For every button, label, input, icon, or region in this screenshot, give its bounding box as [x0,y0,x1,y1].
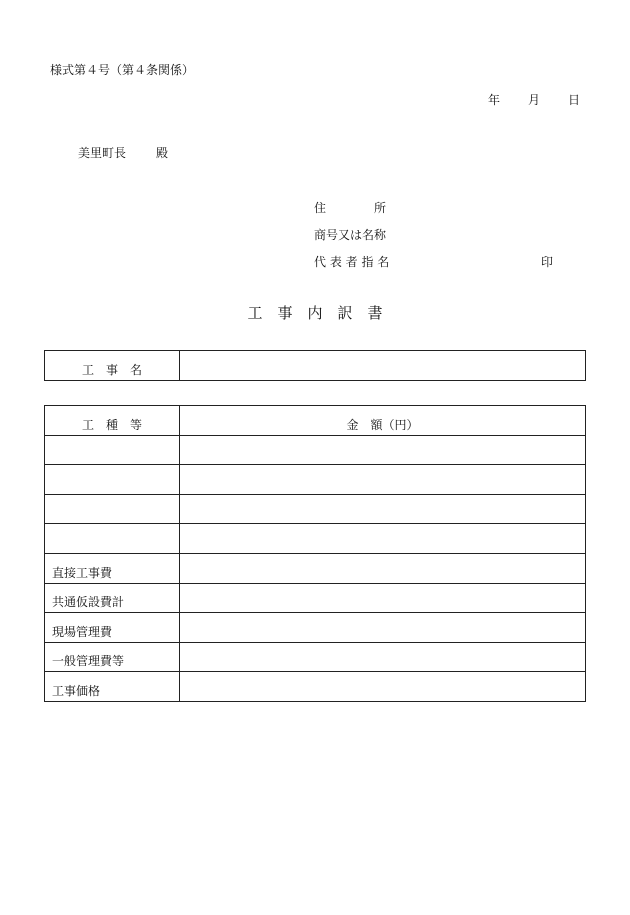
table-row [45,613,586,643]
row-label[interactable] [45,465,180,495]
table-row [45,672,586,702]
row-amount[interactable] [180,524,586,554]
table-row [45,583,586,613]
row-label[interactable] [45,524,180,554]
row-label: 現場管理費 [45,613,180,643]
addressee-name: 美里町長 [78,146,127,160]
row-amount[interactable] [180,553,586,583]
table-row [45,524,586,554]
row-label: 共通仮設費計 [45,583,180,613]
row-amount[interactable] [180,494,586,524]
applicant-address-label: 住 所 [314,201,387,215]
row-label[interactable] [45,494,180,524]
document-title: 工 事 内 訳 書 [247,304,383,322]
project-name-table [44,350,586,381]
applicant-business-name-row [314,226,394,243]
project-name-field[interactable] [180,351,586,381]
table-row [45,642,586,672]
table-row [45,435,586,465]
table-row [45,494,586,524]
table-row [45,465,586,495]
row-label: 直接工事費 [45,553,180,583]
row-label[interactable] [45,435,180,465]
applicant-business-name-label: 商号又は名称 [314,228,387,242]
addressee [78,144,168,161]
row-label: 一般管理費等 [45,642,180,672]
breakdown-header-row [45,406,586,436]
row-amount[interactable] [180,465,586,495]
project-name-label: 工 事 名 [45,351,180,381]
table-row [45,553,586,583]
applicant-representative-label: 代 表 者 指 名 [314,255,390,269]
date-day: 日 [568,93,581,107]
seal-mark: 印 [541,255,554,269]
date-row [488,91,580,108]
form-number: 様式第４号（第４条関係） [50,63,195,77]
date-year: 年 [488,93,501,107]
breakdown-table [44,405,586,702]
row-amount[interactable] [180,613,586,643]
row-amount[interactable] [180,583,586,613]
category-header: 工 種 等 [45,406,180,436]
row-amount[interactable] [180,435,586,465]
addressee-honorific: 殿 [156,146,169,160]
row-amount[interactable] [180,642,586,672]
project-name-row [45,351,586,381]
applicant-address-row [314,199,394,216]
row-amount[interactable] [180,672,586,702]
date-month: 月 [528,93,541,107]
amount-header: 金 額（円） [180,406,586,436]
applicant-representative-row [314,253,394,270]
row-label: 工事価格 [45,672,180,702]
